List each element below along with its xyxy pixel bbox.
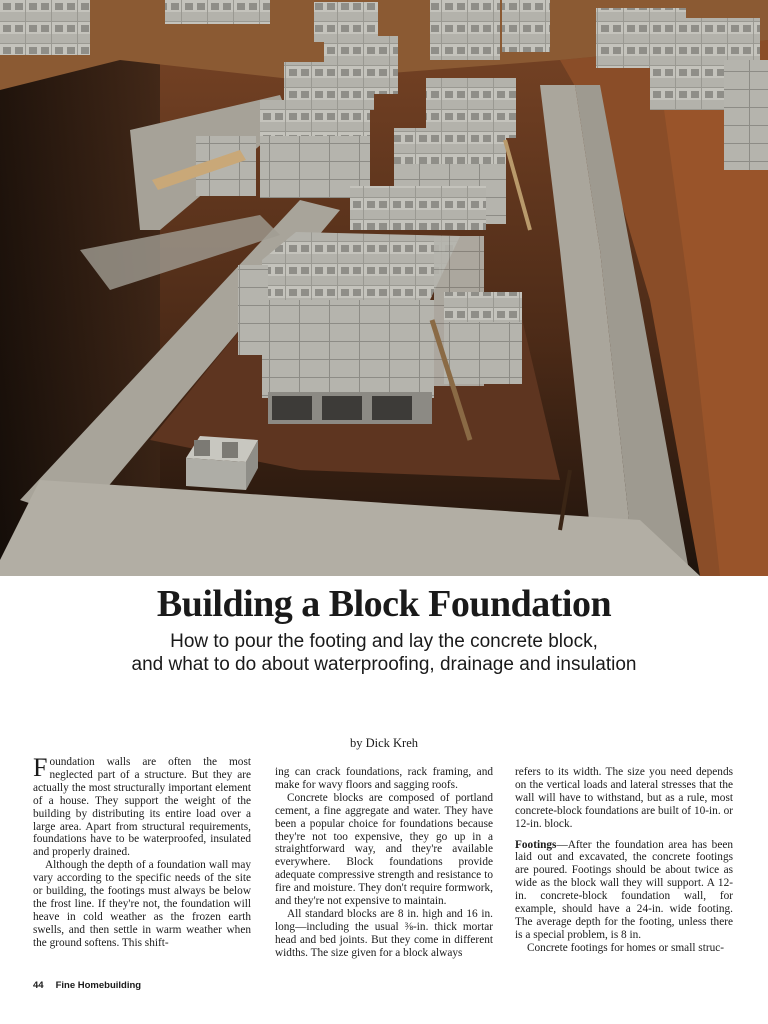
byline: by Dick Kreh	[349, 736, 419, 750]
body-column-2	[275, 766, 493, 960]
paragraph: Footings—After the foundation area has been laid out and excavated, the concrete footings are poured. Footings should be about twice as wide as the block wall they will support. A 12-in. concrete-block foundation wall, for example, should have a 24-in. wide footing. The average depth for the footing, unless there is a special problem, is 8 in.	[515, 838, 733, 941]
body-column-3	[515, 766, 733, 955]
paragraph: All standard blocks are 8 in. high and 16 in. long—including the usual ⅜-in. thick mortar head and bed joints. But they come in different widths. The size given for a block always	[275, 907, 493, 959]
paragraph: Foundation walls are often the most neglected part of a structure. But they are actually the most structurally important element of a house. They support the weight of the building by distributing its entire load over a large area. Apart from structural requirements, foundations have to be waterproofed, insulated and properly drained.	[33, 753, 251, 859]
article-subtitle	[60, 630, 708, 676]
run-in-head: Footings	[515, 838, 557, 851]
paragraph: Although the depth of a foundation wall may vary according to the specific needs of the site or building, the footings must always be below the frost line. If they're not, the foundation will heave in cold weather as the frozen earth swells, and then settle in warm weather when the ground softens. This shift-	[33, 859, 251, 949]
page-number: 44	[33, 980, 44, 991]
page-footer	[33, 980, 141, 991]
drop-cap: F	[33, 753, 48, 782]
paragraph: refers to its width. The size you need depends on the vertical loads and lateral stresses that the wall will have to withstand, but as a rule, most concrete-block foundations are built of 10-in. or 12-in. block.	[515, 766, 733, 830]
body-column-1	[33, 753, 251, 950]
article-title: Building a Block Foundation	[156, 583, 612, 625]
magazine-name: Fine Homebuilding	[55, 980, 142, 991]
paragraph: Concrete footings for homes or small struc-	[527, 941, 725, 954]
subtitle-line-2: and what to do about waterproofing, drainage and insulation	[131, 654, 637, 675]
paragraph: Concrete blocks are composed of portland cement, a fine aggregate and water. They have been a popular choice for foundations because they're not too expensive, they go up in a straightforward way, and they're available everywhere. Block foundations provide adequate compressive strength and resistance to fire and moisture. They don't require formwork, and they're not expensive to maintain.	[275, 791, 493, 908]
paragraph: ing can crack foundations, rack framing, and make for wavy floors and sagging roofs.	[275, 766, 493, 791]
subtitle-line-1: How to pour the footing and lay the concrete block,	[170, 631, 598, 652]
